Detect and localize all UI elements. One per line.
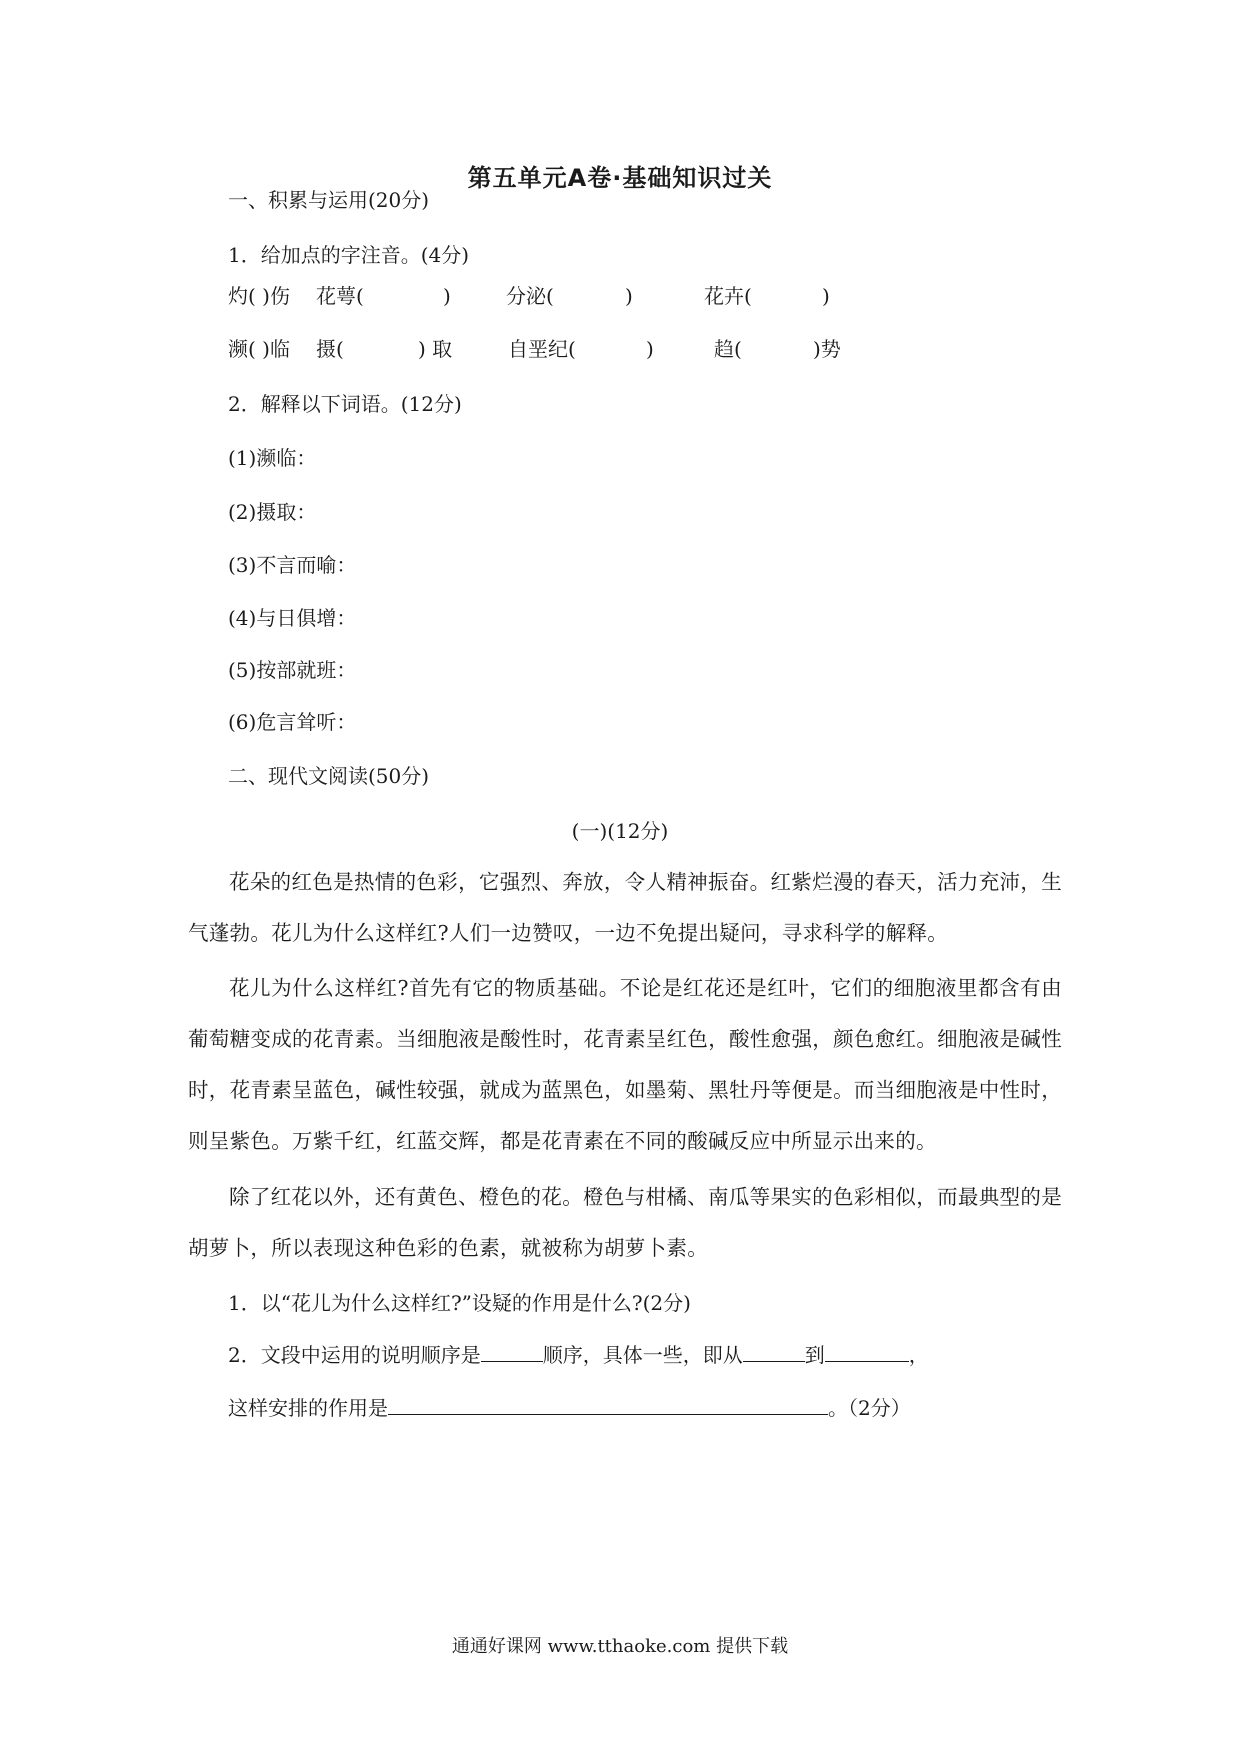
word-fenmi-open: 分泌(	[506, 284, 554, 308]
reading-question-1: 1．以“花儿为什么这样红?”设疑的作用是什么?(2分)	[228, 1291, 691, 1315]
q2-text-d: ，	[908, 1343, 929, 1367]
term-5: (5)按部就班：	[228, 658, 357, 682]
word-baieji-close: )	[646, 337, 654, 361]
answer-blank-order[interactable]	[481, 1341, 543, 1362]
word-huae-close: )	[443, 284, 451, 308]
word-binlin: 濒( )临	[228, 337, 290, 361]
word-sheqv-open: 摄(	[316, 337, 344, 361]
answer-blank-to[interactable]	[825, 1341, 909, 1362]
reading-paragraph-3: 除了红花以外，还有黄色、橙色的花。橙色与柑橘、南瓜等果实的色彩相似，而最典型的是胡萝卜，所以表现这种色彩的色素，就被称为胡萝卜素。	[188, 1185, 1062, 1260]
question-1-1: 1．给加点的字注音。(4分)	[228, 243, 470, 267]
reading-paragraph-2: 花儿为什么这样红?首先有它的物质基础。不论是红花还是红叶，它们的细胞液里都含有由葡萄糖变成的花青素。当细胞液是酸性时，花青素呈红色，酸性愈强，颜色愈红。细胞液是碱性时，花青素呈蓝色，碱性较强，就成为蓝黑色，如墨菊、黑牡丹等便是。而当细胞液是中性时，则呈紫色。万紫千红，红蓝交辉，都是花青素在不同的酸碱反应中所显示出来的。	[188, 976, 1062, 1153]
section-1-heading: 一、积累与运用(20分)	[228, 188, 430, 212]
term-6: (6)危言耸听：	[228, 710, 357, 734]
word-zhuoshang: 灼( )伤	[228, 284, 290, 308]
term-4: (4)与日俱增：	[228, 606, 357, 630]
q2-text-c: 到	[804, 1343, 825, 1367]
answer-blank-effect[interactable]	[388, 1394, 828, 1415]
word-huae-open: 花萼(	[316, 284, 364, 308]
q2-line2-text-b: 。（2分）	[828, 1396, 911, 1420]
word-huahui-open: 花卉(	[704, 284, 752, 308]
section-2-heading: 二、现代文阅读(50分)	[228, 764, 430, 788]
reading-paragraph-1: 花朵的红色是热情的色彩，它强烈、奔放，令人精神振奋。红紫烂漫的春天，活力充沛，生气蓬勃。花儿为什么这样红?人们一边赞叹，一边不免提出疑问，寻求科学的解释。	[188, 870, 1062, 945]
page-footer: 通通好课网 www.tthaoke.com 提供下载	[451, 1636, 789, 1657]
word-sheqv-close: ) 取	[418, 337, 453, 361]
word-qvshi-open: 趋(	[714, 337, 742, 361]
term-1: (1)濒临：	[228, 446, 317, 470]
page-title: 第五单元A卷·基础知识过关	[467, 164, 773, 192]
reading-subtitle: (一)(12分)	[571, 819, 669, 843]
word-qvshi-close: )势	[813, 337, 841, 361]
q2-line2-text-a: 这样安排的作用是	[228, 1396, 388, 1420]
reading-question-2	[228, 1341, 929, 1369]
q2-text-a: 2．文段中运用的说明顺序是	[228, 1343, 481, 1367]
q2-text-b: 顺序，具体一些，即从	[542, 1343, 743, 1367]
question-1-2: 2．解释以下词语。(12分)	[228, 392, 462, 416]
term-2: (2)摄取：	[228, 500, 317, 524]
answer-blank-from[interactable]	[743, 1341, 805, 1362]
word-fenmi-close: )	[625, 284, 633, 308]
term-3: (3)不言而喻：	[228, 553, 357, 577]
word-baieji-open: 自垩纪(	[508, 337, 576, 361]
word-huahui-close: )	[822, 284, 830, 308]
reading-question-2-line2	[228, 1394, 911, 1422]
